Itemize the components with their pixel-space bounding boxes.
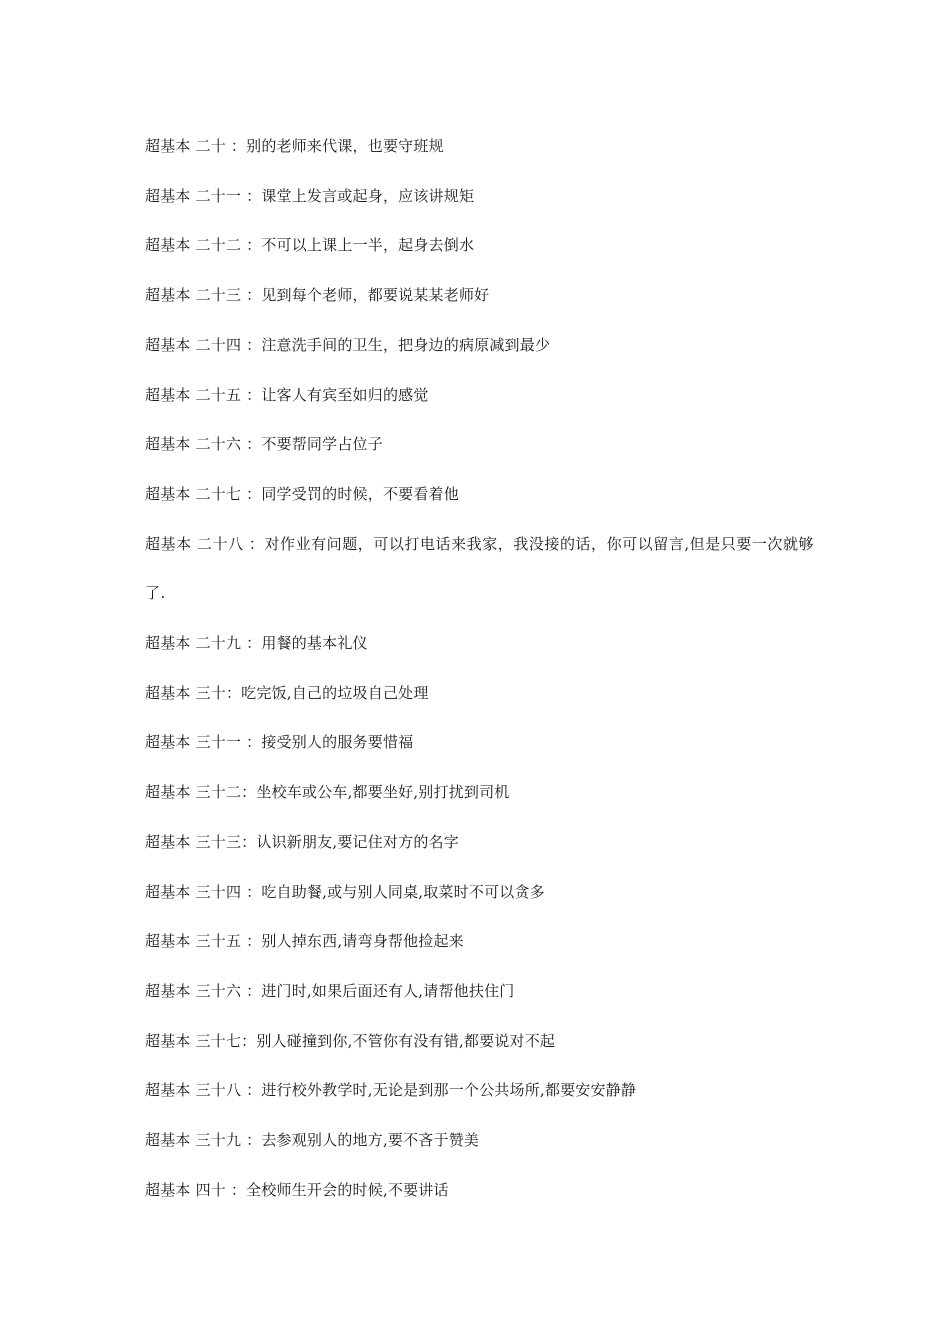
rule-item: 超基本 三十八 ：进行校外教学时,无论是到那一个公共场所,都要安安静静 (145, 1081, 637, 1100)
rule-item: 超基本 三十四 ：吃自助餐,或与别人同桌,取菜时不可以贪多 (145, 882, 545, 901)
rule-item: 超基本 二十四 ：注意洗手间的卫生，把身边的病原减到最少 (145, 335, 551, 354)
rule-item: 超基本 三十：吃完饭,自己的垃圾自己处理 (145, 683, 429, 702)
rule-item: 超基本 二十 ：别的老师来代课，也要守班规 (145, 137, 444, 155)
rule-list (145, 122, 815, 1215)
rule-item: 超基本 二十五 ：让客人有宾至如归的感觉 (145, 385, 429, 404)
rule-item: 超基本 三十九 ：去参观别人的地方,要不吝于赞美 (145, 1131, 480, 1150)
rule-item: 超基本 三十三：认识新朋友,要记住对方的名字 (145, 832, 459, 851)
rule-item: 超基本 二十七 ：同学受罚的时候，不要看着他 (145, 484, 459, 503)
rule-item: 超基本 四十 ：全校师生开会的时候,不要讲话 (145, 1180, 449, 1199)
rule-item: 超基本 三十一 ：接受别人的服务要惜福 (145, 733, 414, 752)
rule-item: 超基本 二十八 ：对作业有问题，可以打电话来我家，我没接的话，你可以留言,但是只要一次就够了. (145, 534, 815, 603)
rule-item: 超基本 二十三 ：见到每个老师，都要说某某老师好 (145, 286, 490, 305)
rule-item: 超基本 二十一 ：课堂上发言或起身，应该讲规矩 (145, 186, 475, 205)
rule-item: 超基本 二十九 ：用餐的基本礼仪 (145, 634, 368, 653)
rule-item: 超基本 二十二 ：不可以上课上一半，起身去倒水 (145, 236, 475, 255)
rule-item: 超基本 三十七：别人碰撞到你,不管你有没有错,都要说对不起 (145, 1031, 556, 1050)
rule-item: 超基本 三十六 ：进门时,如果后面还有人,请帮他扶住门 (145, 981, 515, 1000)
rule-item: 超基本 三十五 ：别人掉东西,请弯身帮他捡起来 (145, 932, 464, 951)
rule-item: 超基本 二十六 ：不要帮同学占位子 (145, 435, 383, 454)
rule-item: 超基本 三十二：坐校车或公车,都要坐好,别打扰到司机 (145, 783, 510, 802)
